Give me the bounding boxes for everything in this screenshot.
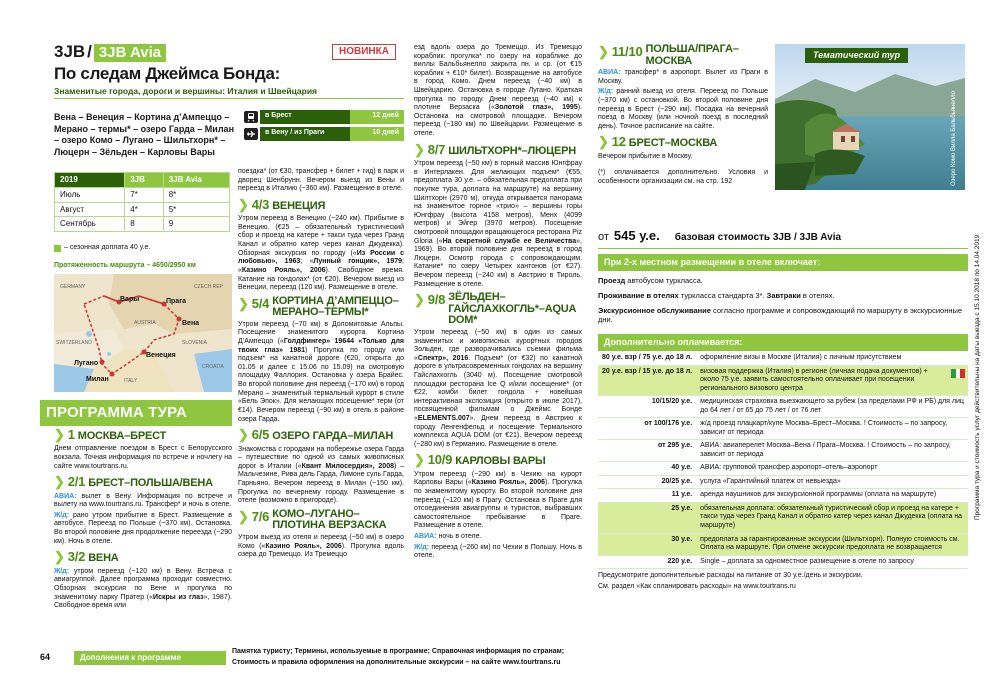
additional-row — [598, 489, 968, 503]
day-number: 11/10 — [611, 44, 643, 59]
arrow-icon: ❯ — [414, 452, 425, 468]
day-title: ЗЁЛЬДЕН–ГАЙСЛАХКОГЛЬ*–AQUA DOM* — [448, 291, 576, 327]
additional-row — [598, 365, 968, 396]
arrow-icon: ❯ — [54, 549, 65, 565]
arrow-icon: ❯ — [54, 427, 65, 442]
included-value: автобусом турклассa. — [625, 276, 703, 285]
price-label: базовая стоимость 3JB / 3JB Avia — [674, 232, 842, 243]
day-text-part: Утром переезд (~70 км) в Доломитовые Альпы. Посещение знаменитого курорта Кортина Д’Ампеццо (« — [238, 320, 404, 346]
day-number: 6/5 — [251, 427, 270, 443]
additional-table — [598, 352, 968, 569]
arrow-icon: ❯ — [238, 508, 249, 524]
day-header — [414, 292, 582, 327]
rail-label: Ж/д: — [414, 543, 430, 551]
rail-text: рано утром прибытие в Брест. Размещение в автобусе. Переезд по Польше (~370 км). Остановка. Во второй половине дня продолжение переезда (~290 км). Ночь в отеле. — [54, 511, 233, 545]
day-text — [598, 88, 768, 131]
included-key: Завтраки — [766, 290, 801, 300]
tour-code — [54, 42, 166, 63]
day-text-part: утром переезд (~120 км) в Вену. Встреча с авиагруппой. Далее программа проходит совместно. Обзорная экскурсия по Вене и прогулка по знаменитому парку Пратер (« — [54, 567, 232, 601]
map-label-croatia: CROATIA — [202, 364, 224, 370]
film-title: Искры из глаз — [153, 593, 204, 601]
additional-footnote: См. раздел «Как спланировать расходы» на www.tourtrans.ru — [598, 582, 796, 590]
additional-row — [598, 440, 968, 462]
additional-price: 40 у.е. — [598, 462, 696, 476]
film-title: Голдфингер» 19644 «Только для твоих глаз» 1981 — [238, 338, 404, 354]
included-item — [598, 276, 968, 286]
day-text-part: Утром выезд из отеля и переезд (~50 км) в озеро Комо (« — [238, 533, 404, 550]
schedule-head-cell: 3JB Avia — [163, 173, 229, 188]
additional-price: от 100/176 у.е. — [598, 418, 696, 440]
day-text-part: Знакомства с городами на побережье озера Гарда – путешествие по одной из самых живописных дорог в Италии (« — [238, 445, 404, 470]
avia-text: ночь в отеле. — [438, 533, 482, 541]
additional-footnote: Предусмотрите дополнительные расходы на питание от 30 у.е./день и экскурсии. — [598, 572, 863, 580]
avia-label: АВИА: — [598, 69, 621, 77]
map-label-slovenia: SLOVENIA — [182, 340, 208, 346]
day-header — [54, 474, 232, 490]
route-length: Протяженность маршрута – 4650/2950 км — [54, 262, 196, 269]
additional-row — [598, 475, 968, 489]
additional-desc: услуга «Гарантийный платеж от невыезда» — [696, 475, 968, 489]
theme-tag: Тематический тур — [805, 48, 908, 63]
included-header: При 2-х местном размещении в отеле включает: — [598, 254, 968, 271]
route-text: Вена – Венеция – Кортина д’Ампеццо – Мерано – термы* – озеро Гарда – Милан – озеро Комо – Лугано – Шильтхорн* – Люцерн – Зёльден – Карловы Вары — [54, 112, 234, 158]
additional-price: 220 у.е. — [598, 555, 696, 569]
schedule-row — [55, 187, 230, 202]
plane-icon — [244, 128, 258, 140]
new-badge: НОВИНКА — [332, 44, 396, 60]
additional-price: 25 у.е. — [598, 502, 696, 533]
days-col2 — [238, 168, 404, 562]
additional-price: 20/25 у.е. — [598, 475, 696, 489]
additional-row — [598, 396, 968, 418]
photo-credit: Озеро Комо Вилла Бальбьянелло — [951, 91, 957, 186]
schedule-cell: 8* — [163, 187, 229, 202]
day-text — [54, 512, 232, 546]
rail-label: Ж/д: — [54, 567, 70, 575]
tour-code-badge: 3JB Avia — [94, 44, 166, 62]
train-icon — [244, 111, 258, 123]
day-header — [238, 509, 404, 532]
footer-text — [232, 648, 612, 669]
avia-text: трансфер* в аэропорт. Вылет из Праги в Москву. — [598, 69, 768, 85]
day-text-part: », 1969). Во второй половине дня переезд в город Люцерн. Осмотр города с сопровождающим. Катание* по озеру Четырех кантонов (от €27). Вечером переезд (~240 км) в Австрию в Тироль. Размещение в отеле. — [414, 237, 582, 288]
day-title: КАРЛОВЫ ВАРЫ — [455, 455, 546, 468]
film-title: Из России с любовью», 1963 — [238, 249, 404, 266]
map-label-switz: SWITZERLAND — [56, 340, 92, 346]
day-text-part: ). Остановка на смотровой площадке. Вечером переезд (~180 км) по Швейцарии. Размещение в отеле. — [414, 104, 582, 138]
arrow-icon: ❯ — [54, 474, 65, 490]
day-text: Вечером прибытие в Москву. — [598, 152, 693, 160]
day-text — [598, 69, 768, 86]
avia-text: вылет в Вену. Информация по встрече и вылету на www.tourtrans.ru. Трансфер* и ночь в отеле. — [54, 492, 232, 509]
map-label-lugano: Лугано — [74, 360, 99, 367]
day-header — [54, 549, 232, 565]
day-text-part: Утром переезд (~50 км) в горный массив Юнгфрау в Интерлакен. Для желающих подъем* (€55, предоплата 30 у.е. – обязательная предоплата при покупке тура, доплата на маршруте) на вершину Шилтхорн (2970 м), откуда открывается панорама на знаменитое горное «трио» – вершины горы Юнгфрау (высота 4158 метров), Менх (4099 метров) и Эйгер (3970 метров). Посещение смотровой площадки вращающегося ресторана Piz Gloria (« — [414, 160, 582, 245]
day-title: БРЕСТ–ПОЛЬША/ВЕНА — [88, 477, 213, 490]
additional-desc: ж/д проезд плацкарт/купе Москва–Брест–Москва. ! Стоимость – по запросу, зависит от периода — [696, 418, 968, 440]
day-text-part: ). Свободное время. Катание на гондолах* (от €20). Вечером выезд из Венеции, переезд (120 км). Размещение в отеле. — [238, 266, 405, 292]
program-header: ПРОГРАММА ТУРА — [40, 400, 232, 426]
day-text — [414, 160, 582, 289]
day-title: МОСКВА–БРЕСТ — [77, 430, 167, 442]
film-title: Лунный гонщик», 1979 — [313, 258, 403, 266]
included-key: Проезд — [598, 276, 626, 285]
map-label-czech: CZECH REP — [194, 284, 223, 290]
included-item — [598, 291, 968, 301]
avia-label: АВИА: — [54, 492, 77, 500]
days-left — [54, 424, 232, 613]
map-label-vena: Вена — [182, 320, 200, 327]
film-title: Золотой глаз», 1995 — [494, 104, 578, 112]
day-text — [414, 44, 582, 139]
additional-desc: предоплата за гарантированные экскурсии (Шильтхорн). Полную стоимость см. Оплата на маршруте. При отмене экскурсии предоплата не возвращается — [696, 533, 968, 555]
included-item — [598, 306, 968, 326]
page-number: 64 — [40, 652, 51, 662]
day-text-part: ; « — [238, 258, 404, 274]
route-map — [54, 274, 232, 392]
day-number: 9/8 — [427, 292, 446, 308]
additional-price: 11 у.е. — [598, 489, 696, 503]
day-title: ОЗЕРО ГАРДА–МИЛАН — [272, 430, 394, 443]
map-label-austria: AUSTRIA — [134, 320, 156, 326]
price-amount: 545 у.е. — [613, 228, 660, 243]
departures — [244, 110, 404, 141]
included-key: Проживание в отелях — [598, 290, 679, 300]
day-text — [414, 544, 582, 561]
additional-price: 10/15/20 у.е. — [598, 396, 696, 418]
day-header — [54, 427, 232, 443]
map-label-praga: Прага — [166, 298, 187, 305]
schedule-row — [55, 217, 230, 232]
additional-desc: обязательная доплата: обязательный туристический сбор и проезд на катере + такси туда через Гранд Канал и обратно катер через канал Джудекка (оплата на маршруте) — [696, 502, 968, 533]
price-from: от — [598, 231, 609, 243]
film-title: Спектр», 2016 — [417, 354, 469, 362]
day-header — [414, 142, 582, 158]
day-title: ВЕНЕЦИЯ — [272, 199, 326, 212]
additional-row — [598, 352, 968, 365]
additional-desc — [696, 365, 968, 396]
film-title: На секретной службе ее Величества — [442, 237, 577, 245]
tour-code-text: 3JB — [54, 42, 86, 61]
day-text-part: ) – Мальчезине, Рива дель Гарда, Лимоне суль Гарда, Гарньяно. Вечером переезд в Милан (~150 км). Прогулка по вечернему городу. Размещение в отеле (возможно в пригороде). — [238, 462, 404, 505]
departure-days: 10 дней — [350, 127, 404, 141]
schedule-cell: 5* — [163, 202, 229, 217]
map-label-venetsiya: Венеция — [146, 352, 176, 359]
day-text-part: », 1987). Свободное время или — [54, 593, 232, 610]
route-map-svg — [54, 274, 232, 392]
departure-row — [244, 127, 404, 141]
film-title: Квант Милосердия», 2008 — [301, 462, 394, 470]
included-list — [598, 276, 968, 327]
day-header — [238, 427, 404, 443]
schedule-head-cell: 3JB — [125, 173, 164, 188]
rail-label: Ж/д: — [54, 511, 70, 519]
additional-row — [598, 555, 968, 569]
schedule-cell: 4* — [125, 202, 164, 217]
included-value: в отелях. — [800, 290, 835, 300]
days-col4 — [598, 44, 768, 189]
day-number: 8/7 — [427, 141, 446, 157]
day-text-part: . Подъем* (от €32) по канатной дороге в ультрасовременных гондолах на вершину Гайслахкогль (3040 м). Посещение смотровой площадки ресторана Ice Q и/или посещение* (от €22, комби билет гондола + новейшая интерактивная экспозиция (открыто в июле 2017), посвященной фильмам о Джеймс Бонде « — [414, 354, 582, 422]
included-key: Экскурсионное обслуживание — [598, 305, 711, 315]
paid-note: (*) оплачивается дополнительно. Условия и особенности организации см. на стр. 192 — [598, 169, 768, 185]
day-number: 12 — [611, 134, 626, 150]
schedule-cell: 8 — [125, 217, 164, 232]
day-text — [414, 533, 582, 542]
lake-como-photo — [775, 44, 965, 190]
day-text — [238, 534, 404, 560]
arrow-icon: ❯ — [238, 196, 249, 212]
schedule-cell: 7* — [125, 187, 164, 202]
day-header — [414, 452, 582, 468]
day-title: БРЕСТ–МОСКВА — [628, 137, 718, 150]
film-title: Казино Рояль», 2006 — [265, 542, 342, 550]
map-label-italy: ITALY — [124, 378, 138, 384]
rail-text: переезд (~260 км) по Чехии в Польшу. Ночь в отеле. — [414, 543, 582, 560]
day-header — [238, 296, 404, 319]
film-title: Казино Рояль», 2006 — [241, 266, 326, 274]
day-number: 10/9 — [427, 452, 453, 468]
departure-label: в Брест — [260, 110, 350, 124]
tour-photo — [775, 44, 965, 190]
day-number: 5/4 — [251, 295, 270, 311]
arrow-icon: ❯ — [238, 295, 249, 311]
map-label-vary: Вары — [120, 296, 140, 303]
day-text — [238, 321, 404, 424]
day-text-part: ; « — [300, 258, 314, 266]
rail-text: ранний выезд из отеля. Переезд по Польше (~370 км) с остановкой. Во второй половине дня переезд в Брест (~290 км). Посадка на вечерний поезд в Москву (или ночной поезд в последний день). Точное расписание на сайте. — [598, 88, 768, 130]
day-number: 7/6 — [251, 508, 270, 524]
validity-note: Программа тура и стоимость услуг действительны на даты выезда с 15.10.2018 по 14.04.2019 — [974, 234, 981, 520]
day-text — [238, 215, 404, 292]
day-header — [598, 44, 768, 67]
day-number: 3/2 — [67, 549, 86, 565]
map-label-germany: GERMANY — [60, 284, 86, 290]
departure-row — [244, 110, 404, 124]
day-title: КОРТИНА Д’АМПЕЦЦО–МЕРАНО–ТЕРМЫ* — [272, 294, 399, 319]
footer-bar: Дополнения к программе — [74, 651, 226, 665]
day-text-part: ). Прогулка по знаменитому курорту. Во второй половине дня переезд (~120 км) в Прагу. Остановка в Праге для отсоединения авиагруппы и туристов, выбравших самостоятельное пребывание в Праге. Размещение в отеле. — [414, 479, 583, 530]
arrow-icon: ❯ — [414, 292, 425, 308]
season-note — [54, 244, 150, 253]
arrow-icon: ❯ — [598, 44, 609, 59]
day-text-part: ). Прогулка вдоль озера до Тремеццо. Из Тремеццо — [238, 542, 404, 559]
italy-flag-icon — [951, 369, 965, 378]
schedule-cell: Сентябрь — [55, 217, 125, 232]
schedule-cell: Август — [55, 202, 125, 217]
season-marker-icon — [54, 245, 61, 252]
map-label-milan: Милан — [86, 376, 109, 383]
included-value: турклассa стандарта 3*. — [678, 290, 767, 300]
film-title: ELEMENTS.007 — [417, 414, 470, 422]
schedule-cell: Июль — [55, 187, 125, 202]
additional-desc: АВИА: групповой трансфер аэропорт–отель–аэропорт — [696, 462, 968, 476]
additional-row — [598, 533, 968, 555]
additional-row — [598, 502, 968, 533]
day-text-part: Утром переезд в Венецию (~240 км). Прибытие в Венецию. (€25 – обязательный туристический сбор и проезд на катере + такси туда через Гранд Канал и обратно катер через канал Джудекка). Обзорная экскурсия по городу (« — [238, 215, 404, 257]
additional-price: 30 у.е. — [598, 533, 696, 555]
day-title: КОМО–ЛУГАНО–ПЛОТИНА ВЕРЗАСКА — [272, 507, 387, 532]
additional-header: Дополнительно оплачивается: — [598, 334, 968, 351]
day-title: ПОЛЬША/ПРАГА–МОСКВА — [645, 43, 739, 67]
day-number: 4/3 — [251, 196, 270, 212]
footer-line: Памятка туристу; Термины, используемые в программе; Справочная информация по странам; — [232, 648, 565, 655]
additional-desc-text: визовая поддержка (Италия) в регионе (личная подача документов) + около 75 у.е. заявить самостоятельно оплачивает при посещении регионального визового центра — [700, 367, 928, 392]
schedule-head — [55, 173, 230, 188]
day-header — [238, 197, 404, 213]
additional-price: от 295 у.е. — [598, 440, 696, 462]
day-text — [54, 568, 232, 611]
included-value: согласно программе и сопровождающий по маршруту в экскурсионные дни. — [598, 305, 963, 325]
day-text — [238, 446, 404, 506]
schedule-head-cell: 2019 — [55, 173, 125, 188]
schedule-table — [54, 172, 230, 232]
day-text — [414, 329, 582, 450]
arrow-icon: ❯ — [598, 134, 609, 150]
day-text-part: ». Днем переезд в Австрию к городу Ленгенфельд и посещение Термального комплекса AQUA DOM (от €21). Вечером переезд (~280 км) в Германию. Размещение в отеле. — [414, 414, 582, 448]
page-title: По следам Джеймса Бонда: — [54, 64, 280, 83]
day-text-part: Утром переезд (~50 км) в один из самых знаменитых и живописных курортных городов Зольден, где разворачивались съемки фильма « — [414, 328, 582, 362]
additional-desc: Single – доплата за одноместное размещение в отеле по запросу — [696, 555, 968, 569]
additional-desc: оформление визы в Москве (Италия) с личным присутствием — [696, 352, 968, 365]
day-text — [54, 493, 232, 510]
additional-table-wrap — [598, 352, 968, 593]
day-number: 1 — [67, 427, 75, 442]
day-header — [598, 134, 768, 150]
season-note-text: – сезонная доплата 40 у.е. — [64, 244, 151, 251]
additional-row — [598, 418, 968, 440]
days-col3 — [414, 44, 582, 563]
avia-label: АВИА: — [414, 533, 437, 541]
day-text: Днем отправление поездом в Брест с Белорусского вокзала. Точная информация по встрече и ночлегу на сайте www.tourtrans.ru. — [54, 445, 232, 470]
rail-label: Ж/д: — [598, 88, 614, 96]
day-text-part: Утром переезд (~290 км) в Чехию на курорт Карловы Вары (« — [414, 470, 582, 487]
tour-code-sep: / — [87, 42, 92, 61]
departure-label: в Вену / из Праги — [260, 127, 350, 141]
day-title: ШИЛЬТХОРН*–ЛЮЦЕРН — [448, 144, 576, 157]
departure-days: 12 дней — [350, 110, 404, 124]
additional-desc: аренда наушников для экскурсионной программы (оплата на маршруте) — [696, 489, 968, 503]
film-title: Казино Рояль», 2006 — [471, 479, 545, 487]
day-number: 2/1 — [67, 474, 86, 490]
additional-price: 80 у.е. взр / 75 у.е. до 18 л. — [598, 352, 696, 365]
day-text — [414, 471, 582, 531]
additional-price: 20 у.е. взр / 15 у.е. до 18 л. — [598, 365, 696, 396]
additional-desc: медицинская страховка выезжающего за рубеж (за пределами РФ и РБ) для лиц до 64 лет / от 65 до 75 лет / от 76 лет — [696, 396, 968, 418]
day-text: поездка* (от €30, трансфер + билет + гид) в парк и дворец Шенбрунн. Вечером выезд из Вены и переезд в Италию (~360 км). Размещение в отеле. — [238, 168, 404, 193]
page-subtitle: Знаменитые города, дороги и вершины: Италия и Швейцария — [54, 86, 317, 96]
footer-line: Стоимость и правила оформления на дополнительные экскурсии – на сайте www.tourtrans.ru — [232, 658, 561, 666]
base-price — [598, 228, 968, 249]
arrow-icon: ❯ — [238, 427, 249, 443]
title-underline — [54, 98, 404, 99]
day-title: ВЕНА — [88, 552, 119, 565]
schedule-row — [55, 202, 230, 217]
schedule-cell: 9 — [163, 217, 229, 232]
day-text-part: езд вдоль озера до Тремеццо. Из Тремеццо кораблик: прогулка* по озеру на кораблике до виллы Бальбьянелло закрыта пн. и ср. (от €15 кораблик + €10* билет). Возвращение на автобусе в город Комо. Днем переезд (~40 км) в Швейцарию. Остановка в городе Лугано. Краткая прогулка по городу. Днем переезд (~40 км) к плотине Верзаска (« — [414, 44, 582, 112]
day-text-part: ) Прогулка по городу или подъем* на канатной дороге (€20, открыта до 01.05 и далее с 15.06 по 15.09) на смотровую площадку Фаллория. Остановка у озера Брайес. Во второй половине дня переезд (~170 км) в город Мерано – знаменитый термальный курорт в стиле «Бель Эпок». Для желающих посещение* терм (от €14). Вечером переезд (~90 км) в отель в районе озера Гарда. — [238, 346, 404, 423]
additional-row — [598, 462, 968, 476]
arrow-icon: ❯ — [414, 141, 425, 157]
additional-desc: АВИА: авиаперелет Москва–Вена / Прага–Москва. ! Стоимость – по запросу, зависит от периода — [696, 440, 968, 462]
